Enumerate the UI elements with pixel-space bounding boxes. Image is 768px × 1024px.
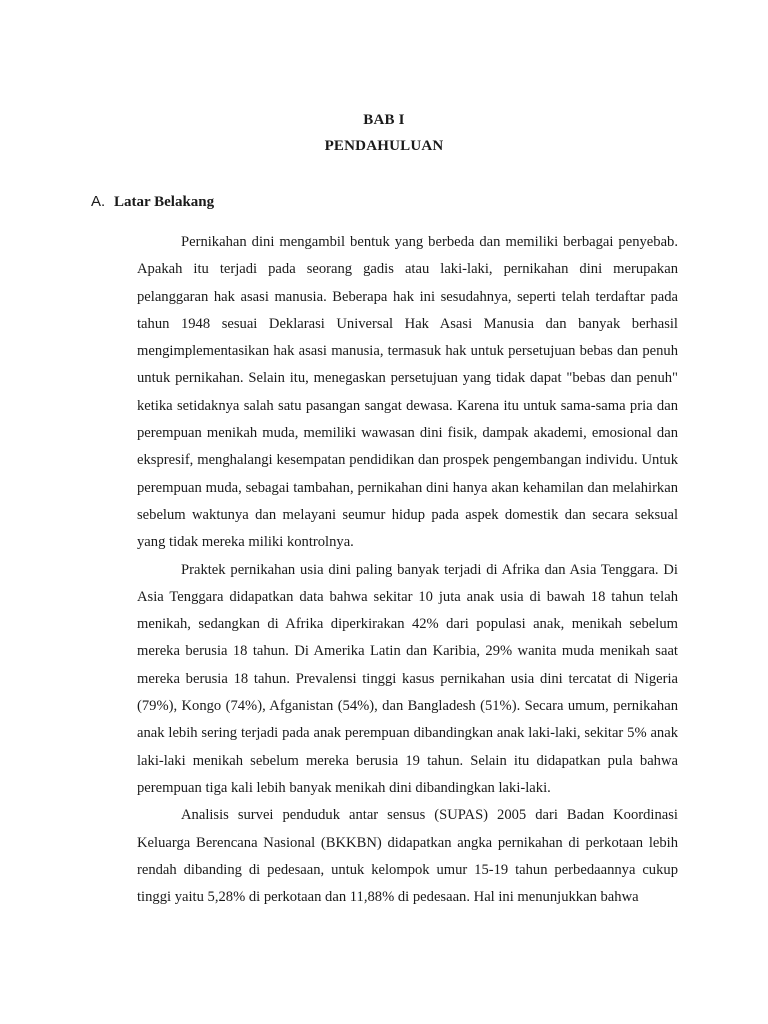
chapter-label: BAB I xyxy=(363,112,405,128)
section-title: Latar Belakang xyxy=(114,194,215,210)
body-text xyxy=(137,229,678,911)
paragraph: Analisis survei penduduk antar sensus (SUPAS) 2005 dari Badan Koordinasi Keluarga Berencana Nasional (BKKBN) didapatkan angka pernikahan di perkotaan lebih rendah dibanding di pedesaan, untuk kelompok umur 15-19 tahun perbedaannya cukup tinggi yaitu 5,28% di perkotaan dan 11,88% di pedesaan. Hal ini menunjukkan bahwa xyxy=(137,807,678,906)
section-letter: A. xyxy=(91,193,106,210)
paragraph: Praktek pernikahan usia dini paling banyak terjadi di Afrika dan Asia Tenggara. Di Asia Tenggara didapatkan data bahwa sekitar 10 juta anak usia di bawah 18 tahun telah menikah, sedangkan di Afrika diperkirakan 42% dari populasi anak, menikah sebelum mereka berusia 18 tahun. Di Amerika Latin dan Karibia, 29% wanita muda menikah saat mereka berusia 18 tahun. Prevalensi tinggi kasus pernikahan usia dini tercatat di Nigeria (79%), Kongo (74%), Afganistan (54%), dan Bangladesh (51%). Secara umum, pernikahan anak lebih sering terjadi pada anak perempuan dibandingkan anak laki-laki, sekitar 5% anak laki-laki menikah sebelum mereka berusia 19 tahun. Selain itu didapatkan pula bahwa perempuan tiga kali lebih banyak menikah dini dibandingkan laki-laki. xyxy=(137,561,678,796)
paragraph: Pernikahan dini mengambil bentuk yang berbeda dan memiliki berbagai penyebab. Apakah itu terjadi pada seorang gadis atau laki-laki, pernikahan dini merupakan pelanggaran hak asasi manusia. Beberapa hak ini sesudahnya, seperti telah terdaftar pada tahun 1948 sesuai Deklarasi Universal Hak Asasi Manusia dan banyak berhasil mengimplementasikan hak asasi manusia, termasuk hak untuk persetujuan bebas dan penuh untuk pernikahan. Selain itu, menegaskan persetujuan yang tidak dapat "bebas dan penuh" ketika setidaknya salah satu pasangan sangat dewasa. Karena itu untuk sama-sama pria dan perempuan menikah muda, memiliki wawasan dini fisik, dampak akademi, emosional dan ekspresif, menghalangi kesempatan pendidikan dan prospek pengembangan individu. Untuk perempuan muda, sebagai tambahan, pernikahan dini hanya akan kehamilan dan melahirkan sebelum waktunya dan melayani seumur hidup pada aspek domestik dan secara seksual yang tidak mereka miliki kontrolnya. xyxy=(137,234,678,551)
chapter-title: PENDAHULUAN xyxy=(324,138,444,154)
section-heading xyxy=(91,193,214,211)
